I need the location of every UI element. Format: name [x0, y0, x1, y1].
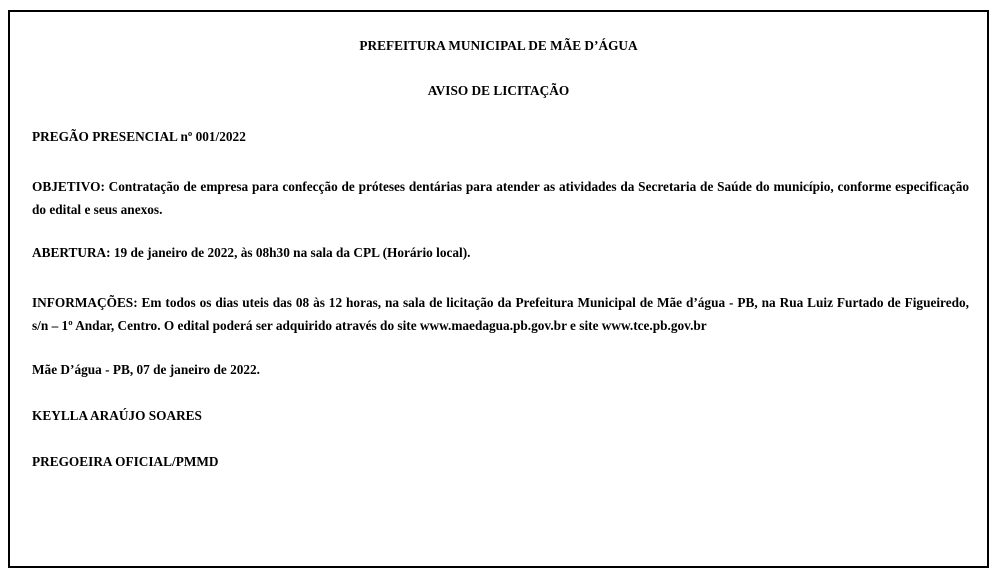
process-number: PREGÃO PRESENCIAL nº 001/2022 [32, 129, 246, 144]
opening-paragraph: ABERTURA: 19 de janeiro de 2022, às 08h30 na sala da CPL (Horário local). [32, 245, 471, 260]
notice-document [8, 10, 989, 568]
information-paragraph: INFORMAÇÕES: Em todos os dias uteis das 08 às 12 horas, na sala de licitação da Prefeitura Municipal de Mãe d’água - PB, na Rua Luiz Furtado de Figueiredo, s/n – 1º Andar, Centro. O edital poderá ser adquirido através do site www.maedagua.pb.gov.br e site www.tce.pb.gov.br [32, 295, 969, 333]
notice-title: AVISO DE LICITAÇÃO [427, 83, 570, 98]
place-date: Mãe D’água - PB, 07 de janeiro de 2022. [32, 362, 260, 377]
municipality-header: PREFEITURA MUNICIPAL DE MÃE D’ÁGUA [359, 38, 638, 53]
objective-paragraph: OBJETIVO: Contratação de empresa para confecção de próteses dentárias para atender as atividades da Secretaria de Saúde do município, conforme especificação do edital e seus anexos. [32, 179, 969, 217]
signer-name: KEYLLA ARAÚJO SOARES [32, 408, 202, 423]
signer-role: PREGOEIRA OFICIAL/PMMD [32, 454, 219, 469]
